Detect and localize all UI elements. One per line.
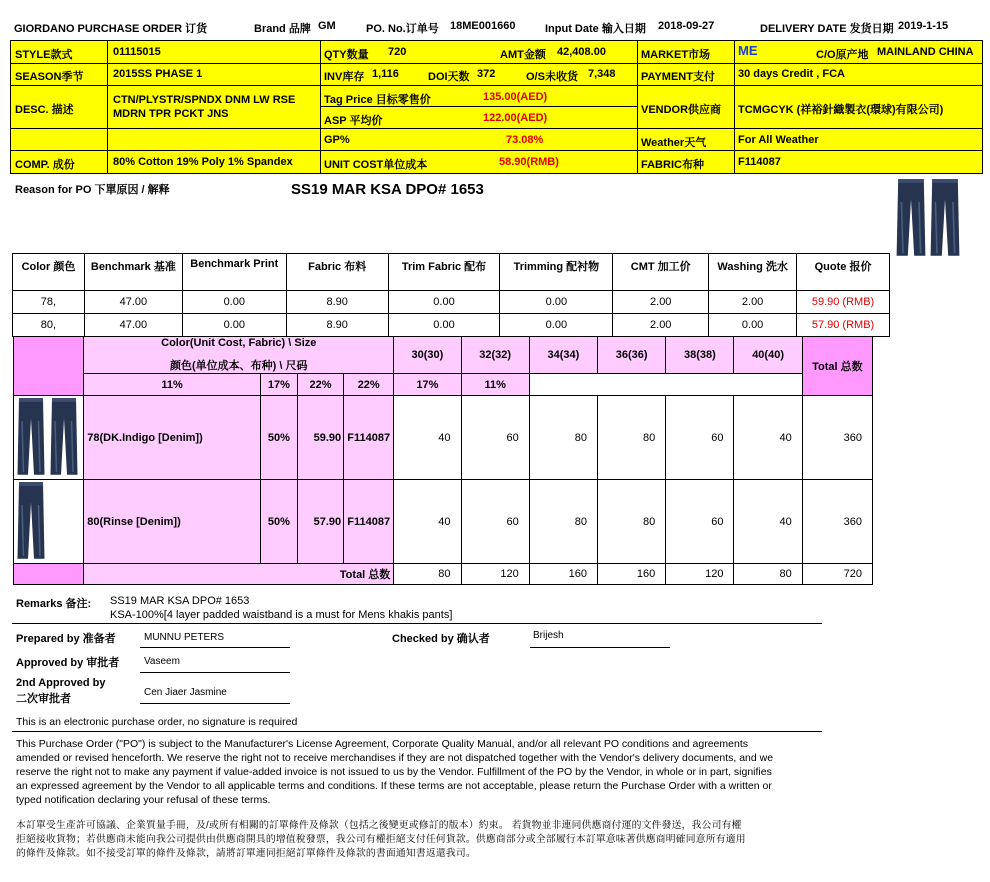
- delivery-date-value: 2019-1-15: [898, 20, 949, 32]
- cost-cell: 0.00: [182, 314, 286, 337]
- gp-label: GP%: [324, 134, 350, 146]
- terms-en-line: amended or revised henceforth. We reserve the right not to receive merchandises if they are not dispatched together with the Vendor's delivery documents, and we: [16, 752, 774, 764]
- doi-label: DOI天数: [428, 71, 470, 83]
- qty-label: QTY数量: [324, 49, 369, 61]
- total-header: Total 总数: [802, 337, 872, 396]
- terms-en-line: This Purchase Order ("PO") is subject to the Manufacturer's License Agreement, Corporate Quality Manual, and/or all relevant PO conditions and agreements: [16, 738, 748, 750]
- color-80-image: [14, 480, 82, 560]
- terms-english: [16, 737, 773, 807]
- row-total: 360: [802, 480, 872, 564]
- product-image: [893, 177, 965, 257]
- cost-header-row: [13, 254, 890, 291]
- qty-cell: 80: [529, 396, 597, 480]
- cost-cell: 47.00: [84, 291, 182, 314]
- remarks-line2: KSA-100%[4 layer padded waistband is a must for Mens khakis pants]: [110, 609, 453, 621]
- tag-price-value: 135.00(AED): [483, 91, 548, 103]
- cost-header-cell: Trimming 配衬物: [500, 254, 613, 291]
- style-label: STYLE款式: [15, 49, 73, 61]
- terms-zh-line: 拒絕接收貨物；若供應商未能向我公司提供由供應商開具的增值稅發票，我公司有權拒絕支付任何貨款。供應商部分或全部履行本訂單意味著供應商明確同意所有適用: [16, 834, 746, 845]
- size-label: 36(36): [598, 337, 666, 374]
- size-label: 40(40): [734, 337, 802, 374]
- table-row: [14, 480, 873, 564]
- size-total: 160: [529, 564, 597, 585]
- approved2-label-zh: 二次审批者: [16, 693, 71, 705]
- table-row: [14, 396, 873, 480]
- gp-value: 73.08%: [506, 134, 544, 146]
- size-total: 120: [666, 564, 734, 585]
- color-pct: 50%: [260, 396, 297, 480]
- table-row: [13, 291, 890, 314]
- checked-value: Brijesh: [533, 630, 564, 641]
- size-total: 80: [394, 564, 461, 585]
- gp-cell: [321, 129, 638, 151]
- style-value: 01115015: [113, 46, 161, 58]
- qty-value: 720: [388, 46, 407, 58]
- approved-value: Vaseem: [144, 656, 180, 667]
- desc-value-line1: CTN/PLYSTR/SPNDX DNM LW RSE: [113, 94, 296, 106]
- size-total: 160: [598, 564, 666, 585]
- color-78-image: [14, 396, 82, 476]
- cost-cell: 80,: [13, 314, 85, 337]
- season-label: SEASON季节: [15, 71, 84, 83]
- blank-label-cell: [11, 129, 108, 151]
- size-label: 38(38): [666, 337, 734, 374]
- cost-header-cell: Benchmark 基准: [84, 254, 182, 291]
- approved-label: Approved by 审批者: [16, 657, 120, 669]
- terms-zh-line: 本訂單受生產許可協議、企業質量手冊，及/或所有相關的訂單條件及條款（包括之後變更或修訂的版本）約束。 若貨物並非連同供應商付運的文件發送，我公司有權: [16, 820, 742, 831]
- qty-cell: 40: [394, 480, 461, 564]
- size-ratio: 11%: [461, 374, 529, 396]
- market-label: MARKET市场: [641, 49, 711, 61]
- co-label: C/O原产地: [816, 49, 869, 61]
- totals-image-cell: [14, 564, 84, 585]
- color-fabric: F114087: [344, 480, 394, 564]
- cost-header-cell: Quote 报价: [797, 254, 890, 291]
- comp-label: COMP. 成份: [15, 159, 75, 171]
- table-row: [13, 314, 890, 337]
- reason-value: SS19 MAR KSA DPO# 1653: [291, 181, 484, 198]
- cost-cell: 0.00: [388, 291, 500, 314]
- cost-cell: 0.00: [500, 314, 613, 337]
- cost-cell: 2.00: [613, 314, 709, 337]
- size-ratio: 22%: [297, 374, 343, 396]
- cost-header-cell: Trim Fabric 配布: [388, 254, 500, 291]
- qty-cell: 60: [666, 396, 734, 480]
- color-cost: 57.90: [297, 480, 343, 564]
- terms-en-line: reserve the right not to make any payment if value-added invoice is not issued to us by the Vendor. Fulfillment of the PO by the Vendor, in whole or in part, signifies: [16, 766, 772, 778]
- po-number-value: 18ME001660: [450, 20, 516, 32]
- reason-label: Reason for PO 下單原因 / 解释: [15, 184, 170, 196]
- color-pct: 50%: [260, 480, 297, 564]
- input-date-value: 2018-09-27: [658, 20, 715, 32]
- qty-cell: 60: [461, 480, 529, 564]
- cost-cell: 8.90: [286, 314, 388, 337]
- prepared-label: Prepared by 准备者: [16, 633, 116, 645]
- cost-header-cell: Fabric 布料: [286, 254, 388, 291]
- cost-header-cell: Washing 洗水: [709, 254, 797, 291]
- comp-value: 80% Cotton 19% Poly 1% Spandex: [113, 156, 293, 168]
- size-total: 80: [734, 564, 802, 585]
- size-ratio: 17%: [260, 374, 297, 396]
- size-ratio: 22%: [344, 374, 394, 396]
- size-label: 34(34): [529, 337, 597, 374]
- checked-label: Checked by 确认者: [392, 633, 490, 645]
- color-name: 80(Rinse [Denim]): [84, 480, 261, 564]
- cost-cell: 2.00: [709, 291, 797, 314]
- size-total: 120: [461, 564, 529, 585]
- inv-label: INV库存: [324, 71, 365, 83]
- cost-cell: 0.00: [182, 291, 286, 314]
- approved2-label-en: 2nd Approved by: [16, 677, 106, 689]
- doi-value: 372: [477, 68, 496, 80]
- cost-header-cell: Benchmark Print: [182, 254, 286, 291]
- po-title: GIORDANO PURCHASE ORDER 订货: [14, 23, 208, 35]
- payment-label: PAYMENT支付: [641, 71, 715, 83]
- size-ratio: 11%: [84, 374, 261, 396]
- desc-label: DESC. 描述: [15, 104, 74, 116]
- size-label: 32(32): [461, 337, 529, 374]
- size-title-cell: [84, 337, 394, 374]
- remarks-line1: SS19 MAR KSA DPO# 1653: [110, 595, 250, 607]
- qty-cell: 80: [598, 396, 666, 480]
- delivery-date-label: DELIVERY DATE 发货日期: [760, 23, 894, 35]
- terms-en-line: an expressed agreement by the Vendor to all applicable terms and conditions. If these terms are not acceptable, please return the Purchase Order with a written or: [16, 780, 772, 792]
- cost-cell: 0.00: [388, 314, 500, 337]
- cost-cell: 47.00: [84, 314, 182, 337]
- season-value: 2015SS PHASE 1: [113, 68, 203, 80]
- divider: [530, 647, 670, 648]
- co-value: MAINLAND CHINA: [877, 46, 974, 58]
- payment-value: 30 days Credit , FCA: [738, 68, 845, 80]
- amt-value: 42,408.00: [557, 46, 606, 58]
- weather-label: Weather天气: [641, 137, 707, 149]
- row-total: 360: [802, 396, 872, 480]
- size-title-zh: 颜色(单位成本、布种) \ 尺码: [170, 360, 308, 372]
- info-grid: [10, 40, 983, 174]
- prepared-value: MUNNU PETERS: [144, 632, 225, 643]
- cost-header-cell: Color 颜色: [13, 254, 85, 291]
- cost-cell: 8.90: [286, 291, 388, 314]
- blank-value-cell: [108, 129, 321, 151]
- totals-row: [14, 564, 873, 585]
- approved2-value: Cen Jiaer Jasmine: [144, 687, 227, 698]
- quote-cell: 57.90 (RMB): [797, 314, 890, 337]
- os-value: 7,348: [588, 68, 616, 80]
- divider: [140, 703, 290, 704]
- tag-price-label: Tag Price 目标零售价: [324, 94, 431, 106]
- input-date-label: Input Date 输入日期: [545, 23, 646, 35]
- divider: [12, 731, 822, 732]
- qty-cell: 40: [734, 396, 802, 480]
- fabric-label: FABRIC布种: [641, 159, 704, 171]
- divider: [140, 672, 290, 673]
- color-image-cell: [14, 480, 84, 564]
- electronic-note: This is an electronic purchase order, no signature is required: [16, 716, 298, 728]
- grand-total: 720: [802, 564, 872, 585]
- terms-en-line: typed notification declaring your refusal of these terms.: [16, 794, 271, 806]
- brand-label: Brand 品牌: [254, 23, 311, 35]
- weather-value: For All Weather: [738, 134, 819, 146]
- quote-cell: 59.90 (RMB): [797, 291, 890, 314]
- brand-value: GM: [318, 20, 336, 32]
- asp-value: 122.00(AED): [483, 112, 548, 124]
- qty-cell: 80: [529, 480, 597, 564]
- os-label: O/S未收货: [526, 71, 578, 83]
- vendor-value: TCMGCYK (祥裕針織製衣(環球)有限公司): [738, 104, 944, 116]
- color-name: 78(DK.Indigo [Denim]): [84, 396, 261, 480]
- qty-cell: 60: [461, 396, 529, 480]
- cost-cell: 0.00: [500, 291, 613, 314]
- ratio-row: [14, 374, 873, 396]
- size-label: 30(30): [394, 337, 461, 374]
- divider: [12, 623, 822, 624]
- unit-cost-value: 58.90(RMB): [499, 156, 559, 168]
- cost-cell: 0.00: [709, 314, 797, 337]
- vendor-label: VENDOR供应商: [641, 104, 722, 116]
- cost-header-cell: CMT 加工价: [613, 254, 709, 291]
- remarks-label: Remarks 备注:: [16, 598, 92, 610]
- market-value: ME: [738, 43, 758, 58]
- color-fabric: F114087: [344, 396, 394, 480]
- asp-label: ASP 平均价: [324, 115, 383, 127]
- size-header-row: [14, 337, 873, 374]
- desc-value-line2: MDRN TPR PCKT JNS: [113, 108, 229, 120]
- amt-label: AMT金额: [500, 49, 546, 61]
- image-header-cell: [14, 337, 84, 396]
- cost-cell: 78,: [13, 291, 85, 314]
- cost-cell: 2.00: [613, 291, 709, 314]
- qty-cell: 40: [394, 396, 461, 480]
- terms-chinese: [16, 819, 746, 861]
- totals-label: Total 总数: [84, 564, 394, 585]
- qty-cell: 40: [734, 480, 802, 564]
- cost-breakdown-table: [12, 253, 890, 337]
- color-cost: 59.90: [297, 396, 343, 480]
- inv-value: 1,116: [372, 68, 399, 80]
- qty-cell: 60: [666, 480, 734, 564]
- size-ratio: 17%: [394, 374, 461, 396]
- qty-cell: 80: [598, 480, 666, 564]
- fabric-value: F114087: [738, 156, 781, 168]
- size-breakdown-table: [13, 336, 873, 585]
- color-image-cell: [14, 396, 84, 480]
- unit-cost-label: UNIT COST单位成本: [324, 159, 428, 171]
- po-number-label: PO. No.订单号: [366, 23, 439, 35]
- terms-zh-line: 的條件及條款。如不接受訂單的條件及條款，請將訂單連同拒絕訂單條件及條款的書面通知書返還我司。: [16, 848, 476, 859]
- divider: [140, 647, 290, 648]
- size-title-en: Color(Unit Cost, Fabric) \ Size: [161, 337, 317, 349]
